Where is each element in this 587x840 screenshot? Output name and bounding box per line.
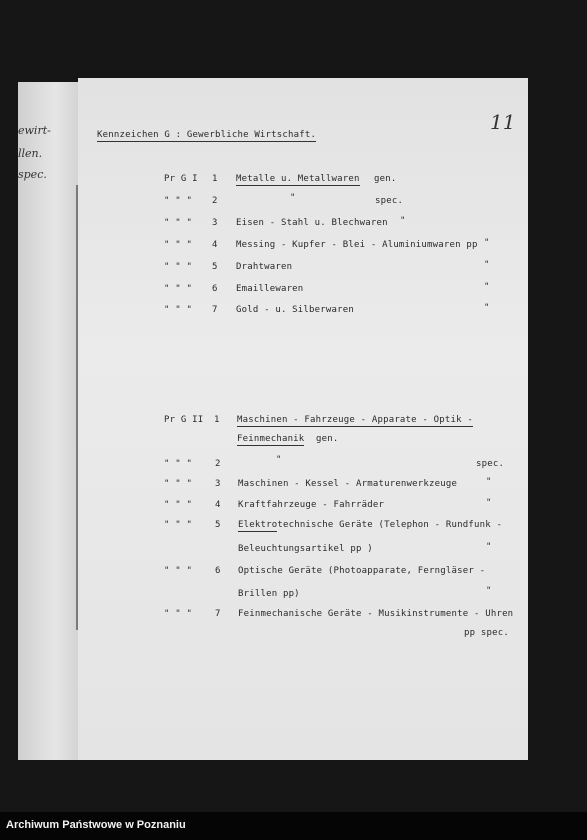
section2-row3-text: Maschinen - Kessel - Armaturenwerkzeuge [238,479,458,489]
section2-row3-num: 3 [215,479,221,489]
section2-row6-suffix: " [486,586,492,596]
section2-row2-text: " [276,455,282,465]
section2-row2-ditto: " " " [164,459,193,469]
section2-row5-rest: technische Geräte (Telephon - Rundfunk - [277,520,503,530]
section2-row7-line1: Feinmechanische Geräte - Musikinstrumente - Uhren [238,609,514,619]
section1-row2-num: 2 [212,196,218,206]
section1-row7-suffix: " [484,303,490,313]
section2-row5-line2: Beleuchtungsartikel pp ) [238,544,373,554]
section1-row6-ditto: " " " [164,284,193,294]
section2-row1-line2: Feinmechanik [237,434,305,444]
margin-note-2: llen. [18,147,43,160]
section1-row3-suffix: " [400,216,406,226]
section1-row4-text: Messing - Kupfer - Blei - Aluminiumwaren pp [236,240,478,250]
section1-row3-text: Eisen - Stahl u. Blechwaren [236,218,388,228]
margin-note-3: spec. [18,168,47,181]
section1-row6-suffix: " [484,282,490,292]
section1-row7-text: Gold - u. Silberwaren [236,305,354,315]
section1-row4-suffix: " [484,238,490,248]
margin-note-1: ewirt- [18,124,51,137]
section2-row2-num: 2 [215,459,221,469]
section1-row1-text: Metalle u. Metallwaren [236,174,360,184]
section2-row2-suffix: spec. [476,459,505,469]
left-page-edge [18,82,80,760]
archive-footer-bar [0,812,587,840]
section1-row7-ditto: " " " [164,305,193,315]
section1-row1-suffix: gen. [374,174,397,184]
section1-row3-num: 3 [212,218,218,228]
section2-row7-ditto: " " " [164,609,193,619]
section2-row4-suffix: " [486,498,492,508]
section2-row5-ditto: " " " [164,520,193,530]
section2-row5-num: 5 [215,520,221,530]
page-number: 11 [490,110,516,134]
section1-row2-suffix: spec. [375,196,404,206]
section2-row1-line1: Maschinen - Fahrzeuge - Apparate - Optik - [237,415,473,425]
section2-row7-num: 7 [215,609,221,619]
section2-row5-line1 [238,520,502,530]
section2-row4-text: Kraftfahrzeuge - Fahrräder [238,500,385,510]
heading: Kennzeichen G : Gewerbliche Wirtschaft. [97,130,317,140]
section2-row1-num: 1 [214,415,220,425]
section1-row2-text: " [290,193,296,203]
section1-row6-text: Emaillewaren [236,284,304,294]
section1-row5-text: Drahtwaren [236,262,293,272]
section1-row1-num: 1 [212,174,218,184]
archive-footer-text: Archiwum Państwowe w Poznaniu [6,819,186,831]
section1-row6-num: 6 [212,284,218,294]
elektro-underlined: Elektro [238,520,278,530]
section2-row6-num: 6 [215,566,221,576]
section1-row5-suffix: " [484,260,490,270]
section1-row4-ditto: " " " [164,240,193,250]
section1-row5-ditto: " " " [164,262,193,272]
section1-row4-num: 4 [212,240,218,250]
section1-row5-num: 5 [212,262,218,272]
section2-row3-suffix: " [486,477,492,487]
section2-row5-suffix: " [486,542,492,552]
section1-prefix: Pr G I [164,174,198,184]
section2-row6-ditto: " " " [164,566,193,576]
section1-row2-ditto: " " " [164,196,193,206]
section1-row3-ditto: " " " [164,218,193,228]
section2-row3-ditto: " " " [164,479,193,489]
section2-row6-line1: Optische Geräte (Photoapparate, Ferngläser - [238,566,486,576]
section2-row4-ditto: " " " [164,500,193,510]
section2-row6-line2: Brillen pp) [238,589,300,599]
section1-row7-num: 7 [212,305,218,315]
section2-row4-num: 4 [215,500,221,510]
section2-prefix: Pr G II [164,415,204,425]
section2-row7-line2: pp spec. [464,628,509,638]
section2-row1-suffix: gen. [316,434,339,444]
